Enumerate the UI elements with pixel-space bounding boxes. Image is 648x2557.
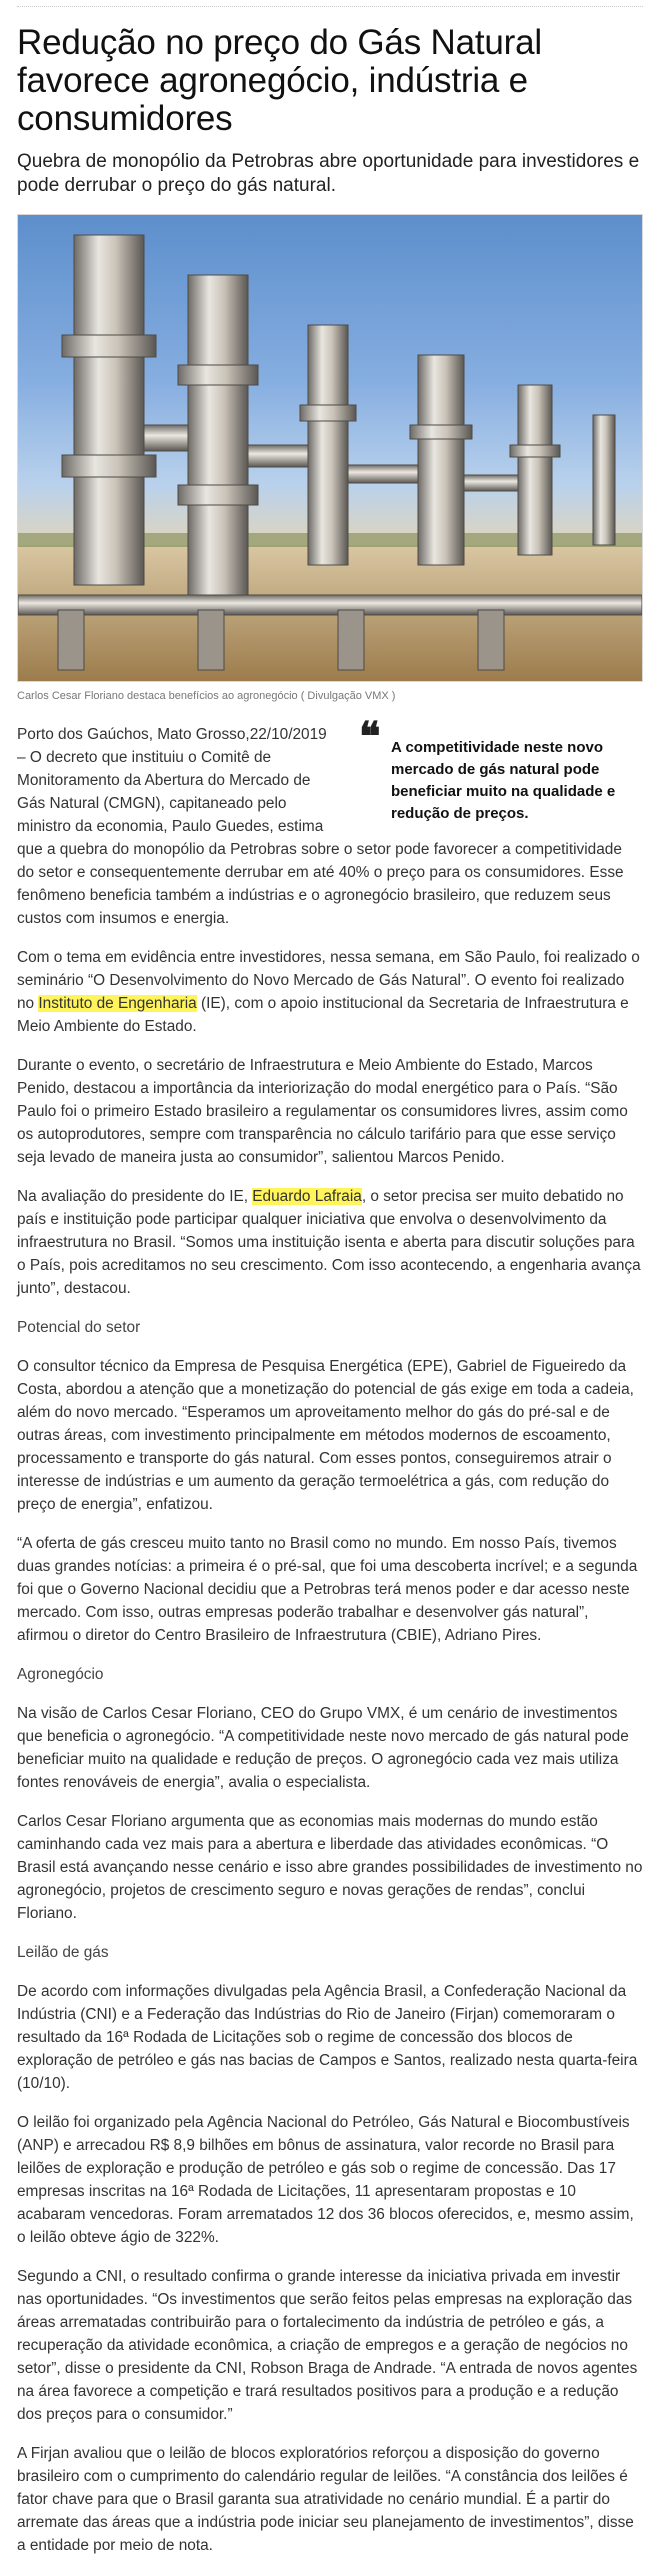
paragraph-7: Na visão de Carlos Cesar Floriano, CEO do Grupo VMX, é um cenário de investimentos que beneficia o agronegócio. “A competitividade neste novo mercado de gás natural pode beneficiar muito na qualidade e redução de preços. O agronegócio cada vez mais utiliza fontes renováveis de energia”, avalia o especialista. bbox=[17, 1705, 629, 1791]
link-eduardo-lafraia[interactable]: Eduardo Lafraia bbox=[252, 1188, 362, 1205]
section-heading-potencial: Potencial do setor bbox=[17, 1319, 141, 1336]
paragraph-3: Durante o evento, o secretário de Infraestrutura e Meio Ambiente do Estado, Marcos Penido, destacou a importância da interiorização do modal energético para o País. “São Paulo foi o primeiro Estado brasileiro a regulamentar os consumidores livres, assim como os autoprodutores, sempre com transparência no cálculo tarifário para que esse serviço seja levado de maneira justa ao consumidor”, salientou Marcos Penido. bbox=[17, 1057, 628, 1166]
article-title: Redução no preço do Gás Natural favorece agronegócio, indústria e consumidores bbox=[17, 23, 542, 138]
section-heading-agronegocio: Agronegócio bbox=[17, 1666, 104, 1683]
paragraph-8: Carlos Cesar Floriano argumenta que as economias mais modernas do mundo estão caminhando cada vez mais para a abertura e liberdade das atividades econômicas. “O Brasil está avançando nesse cenário e isso abre grandes possibilidades de investimento no agronegócio, projetos de crescimento seguro e novas gerações de rendas”, conclui Floriano. bbox=[17, 1813, 643, 1922]
paragraph-4-text-a: Na avaliação do presidente do IE, bbox=[17, 1188, 253, 1205]
paragraph-11: Segundo a CNI, o resultado confirma o grande interesse da iniciativa privada em investir nas oportunidades. “Os investimentos que serão feitos pelas empresas na exploração das áreas arrematadas contribuirão para o fortalecimento da indústria de petróleo e gás, a recuperação da atividade econômica, a criação de empregos e a geração de negócios no setor”, disse o presidente da CNI, Robson Braga de Andrade. “A entrada de novos agentes na área favorece a competição e trará resultados positivos para a produção e a redução dos preços para o consumidor.” bbox=[17, 2268, 638, 2423]
pull-quote-text: A competitividade neste novo mercado de gás natural pode beneficiar muito na qualidade e redução de preços. bbox=[391, 739, 616, 822]
paragraph-1-text: O decreto que instituiu o Comitê de Monitoramento da Abertura do Mercado de Gás Natural (CMGN), capitaneado pelo ministro da economia, Paulo Guedes, estima que a quebra do monopólio da Petrobras sobre o setor pode favorecer a competitividade do setor e consequentemente derrubar em até 40% o preço para os consumidores. Esse fenômeno beneficia também a indústrias e o agronegócio brasileiro, que reduzem seus custos com insumos e energia. bbox=[17, 749, 624, 927]
pull-quote bbox=[351, 713, 643, 825]
dateline-date: 22/10/2019 – bbox=[17, 726, 327, 766]
paragraph-2 bbox=[17, 946, 643, 1038]
paragraph-12: A Firjan avaliou que o leilão de blocos exploratórios reforçou a disposição do governo brasileiro com o cumprimento do calendário regular de leilões. “A constância dos leilões é fator chave para que o Brasil garanta sua atratividade no cenário mundial. É a partir do arremate das áreas que a indústria pode iniciar seu planejamento de investimentos”, disse a entidade por meio de nota. bbox=[17, 2445, 634, 2554]
paragraph-4-text-b: , o setor precisa ser muito debatido no país e instituição pode participar qualquer iniciativa que envolva o desenvolvimento da infraestrutura no Brasil. “Somos uma instituição isenta e aberta para discutir soluções para o País, pois acreditamos no seu crescimento. Com isso acontecendo, a engenharia avança junto”, destacou. bbox=[17, 1188, 641, 1297]
article bbox=[17, 0, 643, 2557]
top-divider bbox=[17, 6, 643, 7]
dateline-location: Porto dos Gaúchos, Mato Grosso, bbox=[17, 726, 250, 743]
article-subtitle: Quebra de monopólio da Petrobras abre oportunidade para investidores e pode derrubar o preço do gás natural. bbox=[17, 151, 640, 196]
paragraph-10: O leilão foi organizado pela Agência Nacional do Petróleo, Gás Natural e Biocombustíveis (ANP) e arrecadou R$ 8,9 bilhões em bônus de assinatura, valor recorde no Brasil para leilões de exploração e produção de petróleo e gás sob o regime de concessão. Das 17 empresas inscritas na 16ª Rodada de Licitações, 11 apresentaram propostas e 10 acabaram vencedoras. Foram arrematados 12 dos 36 blocos oferecidos, e, mesmo assim, o leilão obteve ágio de 322%. bbox=[17, 2114, 634, 2246]
gas-plant-illustration bbox=[18, 215, 642, 681]
paragraph-9: De acordo com informações divulgadas pela Agência Brasil, a Confederação Nacional da Indústria (CNI) e a Federação das Indústrias do Rio de Janeiro (Firjan) comemoraram o resultado da 16ª Rodada de Licitações sob o regime de concessão dos blocos de exploração de petróleo e gás nas bacias de Campos e Santos, realizado nesta quarta-feira (10/10). bbox=[17, 1983, 638, 2092]
paragraph-2-text-b: (IE), com o apoio institucional da Secretaria de Infraestrutura e Meio Ambiente do Estado. bbox=[17, 995, 629, 1035]
paragraph-2-text-a: Com o tema em evidência entre investidores, nessa semana, em São Paulo, foi realizado o seminário “O Desenvolvimento do Novo Mercado de Gás Natural”. O evento foi realizado no bbox=[17, 949, 640, 1012]
article-photo bbox=[17, 214, 643, 682]
link-instituto-engenharia[interactable]: Instituto de Engenharia bbox=[38, 995, 197, 1012]
image-caption: Carlos Cesar Floriano destaca benefícios ao agronegócio ( Divulgação VMX ) bbox=[17, 690, 396, 702]
paragraph-6: “A oferta de gás cresceu muito tanto no Brasil como no mundo. Em nosso País, tivemos duas grandes notícias: a primeira é o pré-sal, que foi uma descoberta incrível; e a segunda foi que o Governo Nacional decidiu que a Petrobras terá menos poder e dar acesso neste mercado. Com isso, outras empresas poderão trabalhar e desenvolver gás natural”, afirmou o diretor do Centro Brasileiro de Infraestrutura (CBIE), Adriano Pires. bbox=[17, 1535, 638, 1644]
quote-icon: ❝ bbox=[359, 713, 381, 760]
paragraph-4 bbox=[17, 1185, 643, 1300]
article-body bbox=[17, 713, 643, 2557]
section-heading-leilao: Leilão de gás bbox=[17, 1944, 109, 1961]
paragraph-5: O consultor técnico da Empresa de Pesquisa Energética (EPE), Gabriel de Figueiredo da Costa, abordou a atenção que a monetização do potencial de gás exige em toda a cadeia, além do novo mercado. “Esperamos um aproveitamento melhor do gás do pré-sal e de outras áreas, com investimento principalmente em métodos modernos de escoamento, processamento e transporte do gás natural. Com esses pontos, conseguiremos atrair o interesse de indústrias e um aumento da geração termoelétrica a gás, com redução do preço de energia”, enfatizou. bbox=[17, 1358, 634, 1513]
